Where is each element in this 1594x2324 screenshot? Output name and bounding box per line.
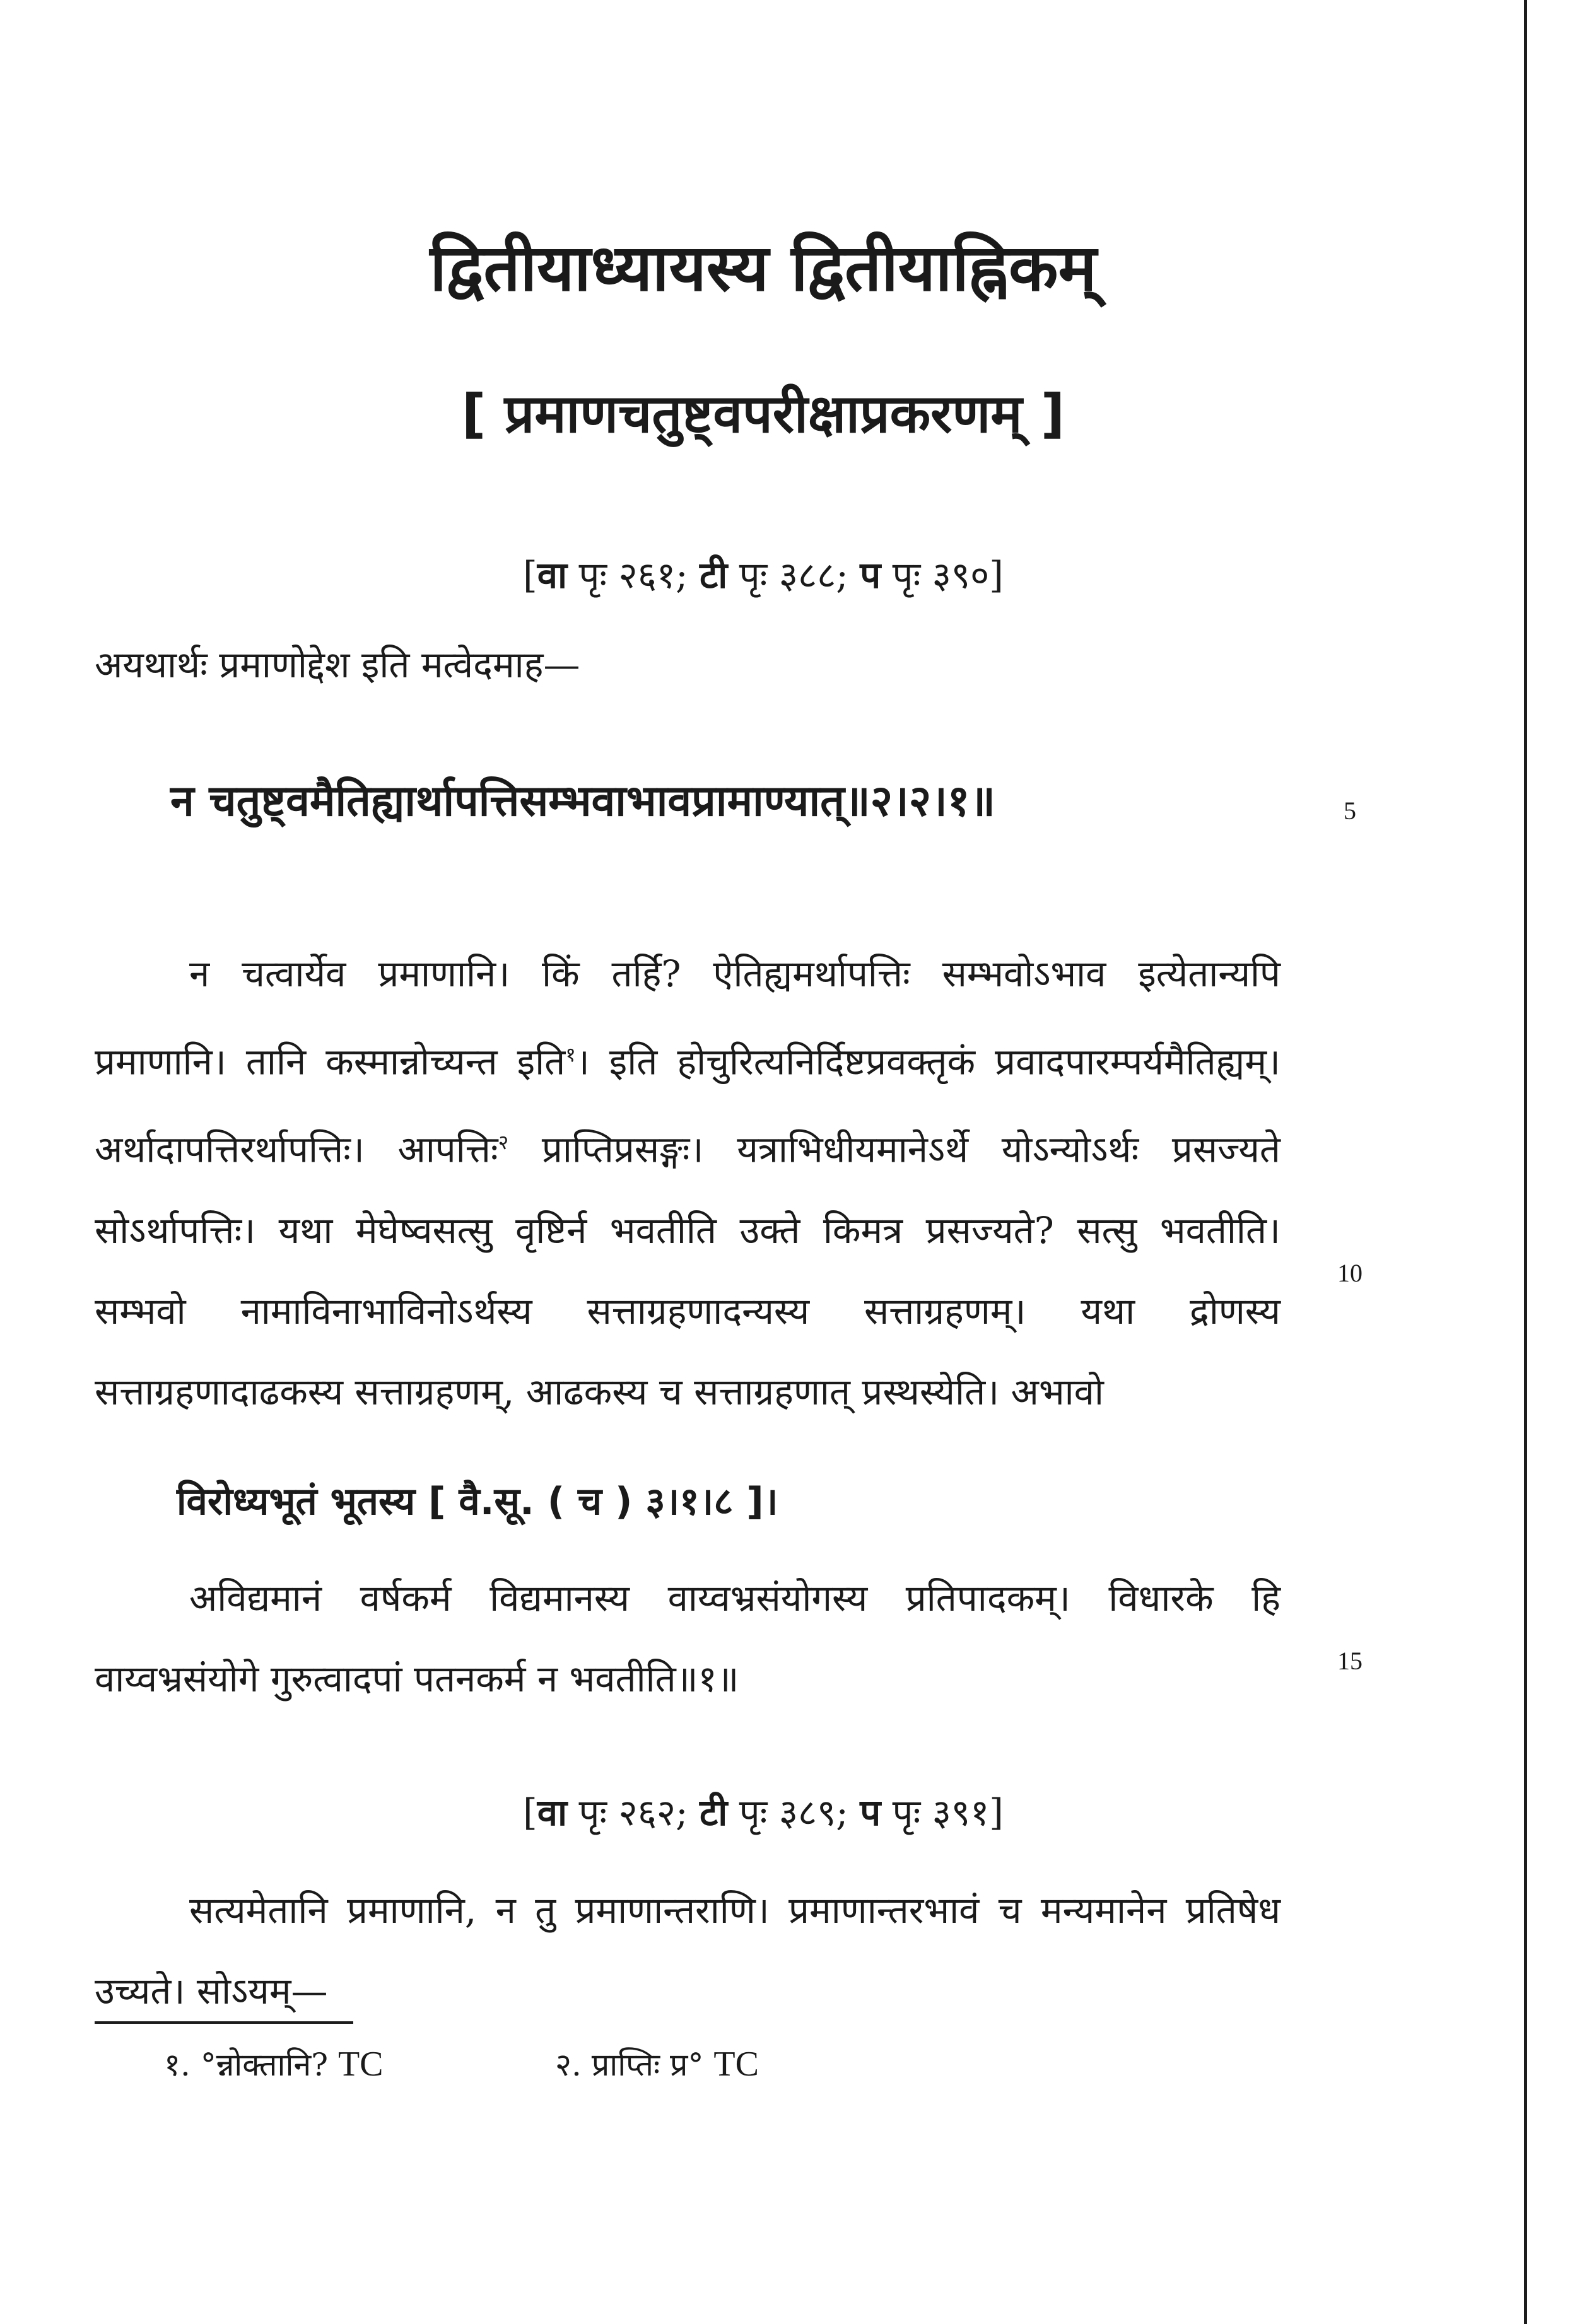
commentary-paragraph-3: सत्यमेतानि प्रमाणानि, न तु प्रमाणान्तराणि। प्रमाणान्तरभावं च मन्यमानेन प्रतिषेध उच्यते। सोऽयम्— (95, 1889, 1280, 2012)
ref-bracket-open: [ (523, 1791, 537, 1834)
intro-line: अयथार्थः प्रमाणोद्देश इति मत्वेदमाह— (95, 643, 580, 686)
line-number-15: 15 (1337, 1647, 1363, 1675)
ref-ti-label: टी (700, 554, 728, 597)
line-number-5: 5 (1344, 797, 1356, 825)
paragraph-1-part-2: । इति होचुरित्यनिर्दिष्टप्रवक्तृकं प्रवादपारम्पर्यमैतिह्यम्। अर्थादापत्तिरर्थापत्तिः। आपत्तिः (95, 1040, 1280, 1171)
section-title: [ प्रमाणचतुष्ट्वपरीक्षाप्रकरणम् ] (461, 383, 1065, 445)
paragraph-1-part-1: न चत्वार्येव प्रमाणानि। किं तर्हि? ऐतिह्यमर्थापत्तिः सम्भवोऽभाव इत्येतान्यपि प्रमाणानि। तानि कस्मान्नोच्यन्त इति (95, 952, 1280, 1083)
footnote-2-source: TC (713, 2045, 759, 2084)
ref-va-label: वा (537, 554, 568, 597)
footnote-1 (164, 2043, 384, 2086)
sutra-heading: न चतुष्ट्वमैतिह्यार्थापत्तिसम्भवाभावप्रामाण्यात्॥२।२।१॥ (170, 776, 995, 826)
quoted-sutra: विरोध्यभूतं भूतस्य [ वै.सू. ( च ) ३।१।८ ]। (177, 1480, 778, 1524)
ref-ti-page: पृः ३८८; (727, 554, 860, 597)
ref-bracket-close: ] (989, 1791, 1004, 1834)
ref-ti-label: टी (700, 1791, 728, 1834)
ref-bracket-close: ] (989, 554, 1004, 597)
ref-bracket-open: [ (523, 554, 537, 597)
footnote-2-text: प्राप्तिः प्र° (591, 2047, 704, 2083)
commentary-paragraph-2: अविद्यमानं वर्षकर्म विद्यमानस्य वाय्वभ्रसंयोगस्य प्रतिपादकम्। विधारके हि वाय्वभ्रसंयोगे गुरुत्वादपां पतनकर्म न भवतीति॥१॥ (95, 1577, 1280, 1700)
commentary-paragraph-1 (95, 933, 1280, 1432)
ref-pa-label: प (860, 554, 881, 597)
footnote-ref-2: २ (498, 1130, 509, 1155)
chapter-title: द्वितीयाध्यायस्य द्वितीयाह्निकम् (430, 231, 1097, 306)
ref-ti-page: पृः ३८९; (727, 1791, 860, 1834)
ref-pa-page: पृः ३९० (881, 554, 990, 597)
ref-pa-page: पृः ३९१ (881, 1791, 990, 1834)
footnote-ref-1: १ (565, 1042, 576, 1066)
ref-va-label: वा (537, 1791, 568, 1834)
page-reference-2 (0, 1791, 1527, 1835)
footnote-2-marker: २. (555, 2047, 582, 2083)
ref-va-page: पृः २६२; (567, 1791, 700, 1834)
line-number-10: 10 (1337, 1259, 1363, 1287)
footnote-1-marker: १. (164, 2047, 190, 2083)
footnote-1-text: °न्नोक्तानि? (200, 2047, 329, 2083)
ref-va-page: पृः २६१; (567, 554, 700, 597)
paragraph-1-part-3: प्राप्तिप्रसङ्गः। यत्राभिधीयमानेऽर्थे योऽन्योऽर्थः प्रसज्यते सोऽर्थापत्तिः। यथा मेघेष्वसत्सु वृष्टिर्न भवतीति उक्ते किमत्र प्रसज्यते? सत्सु भवतीति। सम्भवो नामाविनाभाविनोऽर्थस्य सत्ताग्रहणादन्यस्य सत्ताग्रहणम्। यथा द्रोणस्य सत्ताग्रहणादाढकस्य सत्ताग्रहणम्, आढकस्य च सत्ताग्रहणात् प्रस्थस्येति। अभावो (95, 1128, 1280, 1413)
page-edge-rule (1524, 0, 1527, 2324)
ref-pa-label: प (860, 1791, 881, 1834)
footnote-1-source: TC (337, 2045, 384, 2084)
footnote-2 (555, 2043, 759, 2086)
page-reference-1 (0, 554, 1527, 598)
footnote-divider (95, 2021, 353, 2024)
